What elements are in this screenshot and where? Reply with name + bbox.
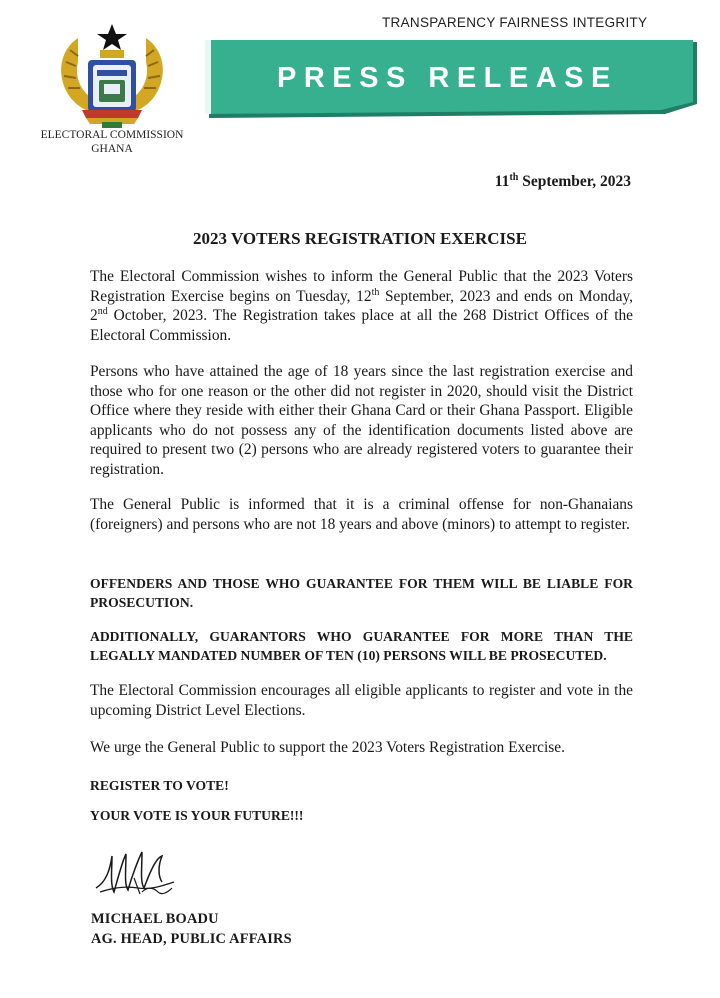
paragraph-1 xyxy=(90,267,633,345)
document-title: 2023 VOTERS REGISTRATION EXERCISE xyxy=(193,229,527,248)
slogan-register: REGISTER TO VOTE! xyxy=(90,778,229,793)
paragraph-1-sup-1: th xyxy=(371,286,380,298)
signature-icon xyxy=(92,848,202,904)
paragraph-1-part-b: September, 2023 and ends on Monday, 2 xyxy=(90,287,633,324)
paragraph-4: The Electoral Commission encourages all eligible applicants to register and vote in the upcoming District Level Elections. xyxy=(90,682,633,719)
paragraph-2: Persons who have attained the age of 18 years since the last registration exercise and those who for one reason or the other did not register in 2020, should visit the District Office where they reside with either their Ghana Card or their Ghana Passport. Eligible applicants who do not possess any of the identification documents listed above are required to present two (2) persons who are already registered voters to guarantee their registration. xyxy=(90,363,633,478)
date-rest: September, 2023 xyxy=(518,173,631,191)
date-suffix: th xyxy=(509,172,519,183)
paragraph-1-part-a: The Electoral Commission wishes to inform the General Public that the 2023 Voters Registration Exercise begins on Tuesday, 12 xyxy=(90,268,633,305)
org-name-line2: GHANA xyxy=(91,143,133,155)
signatory-name: MICHAEL BOADU xyxy=(91,911,219,927)
notice-guarantors: ADDITIONALLY, GUARANTORS WHO GUARANTEE FOR MORE THAN THE LEGALLY MANDATED NUMBER OF TEN (10) PERSONS WILL BE PROSECUTED. xyxy=(90,629,633,663)
paragraph-1-sup-2: nd xyxy=(97,305,108,317)
signatory-position: AG. HEAD, PUBLIC AFFAIRS xyxy=(91,931,292,947)
header-tagline: TRANSPARENCY FAIRNESS INTEGRITY xyxy=(382,15,648,30)
ghana-coat-of-arms-icon xyxy=(48,22,176,130)
date-day: 11 xyxy=(494,173,510,191)
banner-title: PRESS RELEASE xyxy=(277,62,618,94)
paragraph-5: We urge the General Public to support the 2023 Voters Registration Exercise. xyxy=(90,739,565,756)
press-release-banner xyxy=(205,40,697,118)
org-name xyxy=(40,128,184,156)
paragraph-3: The General Public is informed that it is a criminal offense for non-Ghanaians (foreigners) and persons who are not 18 years and above (minors) to attempt to register. xyxy=(90,496,633,533)
org-name-line1: ELECTORAL COMMISSION xyxy=(40,129,184,141)
paragraph-1-part-c: October, 2023. The Registration takes place at all the 268 District Offices of the Electoral Commission. xyxy=(90,307,633,344)
notice-offenders: OFFENDERS AND THOSE WHO GUARANTEE FOR THEM WILL BE LIABLE FOR PROSECUTION. xyxy=(90,576,633,610)
slogan-future: YOUR VOTE IS YOUR FUTURE!!! xyxy=(90,808,304,823)
release-date xyxy=(495,172,631,191)
